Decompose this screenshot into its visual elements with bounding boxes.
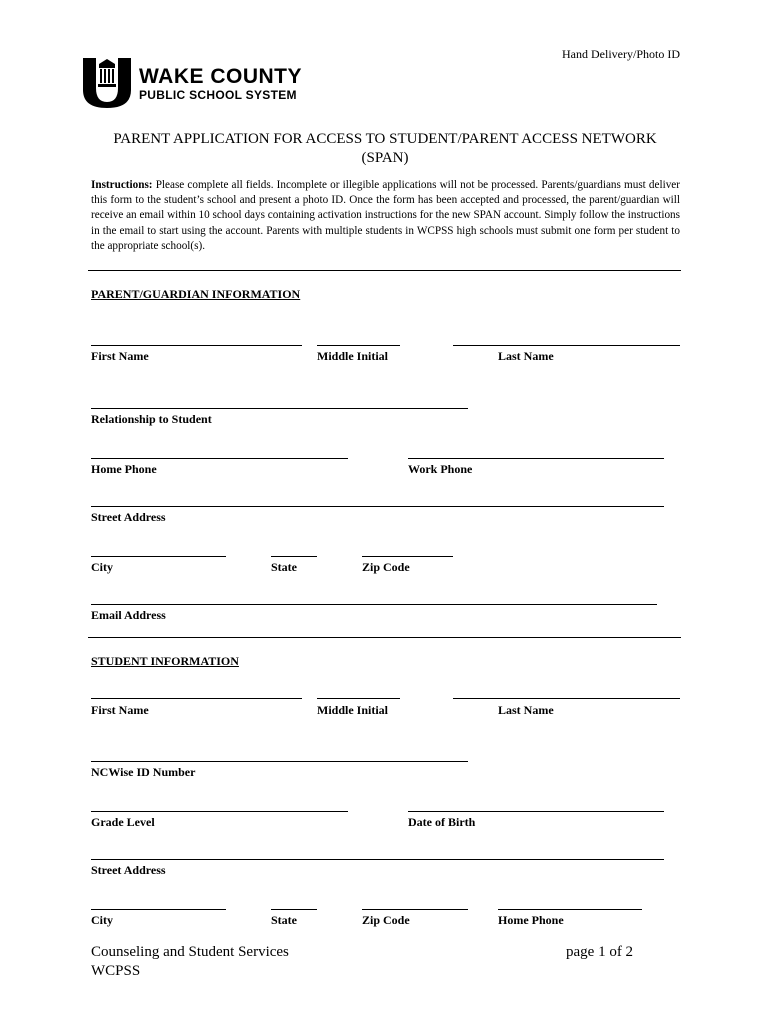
footer-org: WCPSS (91, 963, 141, 979)
student-dob-line[interactable] (408, 811, 664, 812)
parent-work-phone-line[interactable] (408, 458, 664, 459)
section-divider (88, 637, 681, 638)
student-grade-level-label: Grade Level (91, 815, 155, 829)
student-zip-line[interactable] (362, 909, 468, 910)
parent-city-line[interactable] (91, 556, 226, 557)
logo-title: WAKE COUNTY (139, 65, 302, 88)
parent-middle-initial-line[interactable] (317, 345, 400, 346)
parent-state-line[interactable] (271, 556, 317, 557)
parent-first-name-line[interactable] (91, 345, 302, 346)
parent-zip-label: Zip Code (362, 560, 410, 574)
student-last-name-label: Last Name (498, 703, 554, 717)
form-title (85, 130, 685, 168)
student-ncwise-id-line[interactable] (91, 761, 468, 762)
student-first-name-line[interactable] (91, 698, 302, 699)
parent-last-name-label: Last Name (498, 349, 554, 363)
parent-state-label: State (271, 560, 297, 574)
section-divider (88, 270, 681, 271)
instructions-text: Please complete all fields. Incomplete or illegible applications will not be processed. Parents/guardians must deliver this form to the student’s school and present a photo ID. Once the form has been accepted and processed, the parent/guardian will receive an email within 10 school days containing activation instructions for the new SPAN account. Simply follow the instructions in the email to start using the account. Parents with multiple students in WCPSS high schools must submit one form per student to the appropriate school(s). (91, 179, 680, 252)
student-middle-initial-line[interactable] (317, 698, 400, 699)
student-middle-initial-label: Middle Initial (317, 703, 389, 717)
student-street-address-label: Street Address (91, 863, 166, 877)
student-zip-label: Zip Code (362, 913, 410, 927)
form-title-line1: PARENT APPLICATION FOR ACCESS TO STUDENT/PARENT ACCESS NETWORK (113, 131, 657, 147)
parent-home-phone-label: Home Phone (91, 462, 157, 476)
parent-email-label: Email Address (91, 608, 166, 622)
instructions (91, 178, 680, 254)
parent-email-line[interactable] (91, 604, 657, 605)
page-number: page 1 of 2 (566, 944, 634, 960)
instructions-label: Instructions: (91, 179, 153, 191)
student-street-address-line[interactable] (91, 859, 664, 860)
student-state-line[interactable] (271, 909, 317, 910)
parent-relationship-line[interactable] (91, 408, 468, 409)
parent-middle-initial-label: Middle Initial (317, 349, 389, 363)
parent-work-phone-label: Work Phone (408, 462, 473, 476)
parent-home-phone-line[interactable] (91, 458, 348, 459)
student-first-name-label: First Name (91, 703, 149, 717)
student-city-label: City (91, 913, 113, 927)
parent-street-address-label: Street Address (91, 510, 166, 524)
student-dob-label: Date of Birth (408, 815, 476, 829)
parent-city-label: City (91, 560, 113, 574)
parent-street-address-line[interactable] (91, 506, 664, 507)
student-section-heading: STUDENT INFORMATION (91, 654, 239, 668)
wcpss-logo (83, 58, 323, 108)
parent-zip-line[interactable] (362, 556, 453, 557)
student-grade-level-line[interactable] (91, 811, 348, 812)
courthouse-logo-icon (83, 58, 131, 108)
parent-first-name-label: First Name (91, 349, 149, 363)
student-city-line[interactable] (91, 909, 226, 910)
parent-relationship-label: Relationship to Student (91, 412, 212, 426)
student-last-name-line[interactable] (453, 698, 680, 699)
student-home-phone-label: Home Phone (498, 913, 564, 927)
student-ncwise-id-label: NCWise ID Number (91, 765, 196, 779)
student-state-label: State (271, 913, 297, 927)
parent-last-name-line[interactable] (453, 345, 680, 346)
parent-section-heading: PARENT/GUARDIAN INFORMATION (91, 287, 301, 301)
student-home-phone-line[interactable] (498, 909, 642, 910)
logo-subtitle: PUBLIC SCHOOL SYSTEM (139, 88, 297, 102)
delivery-note: Hand Delivery/Photo ID (562, 47, 680, 61)
form-title-line2: (SPAN) (361, 150, 409, 166)
footer-department: Counseling and Student Services (91, 944, 289, 960)
